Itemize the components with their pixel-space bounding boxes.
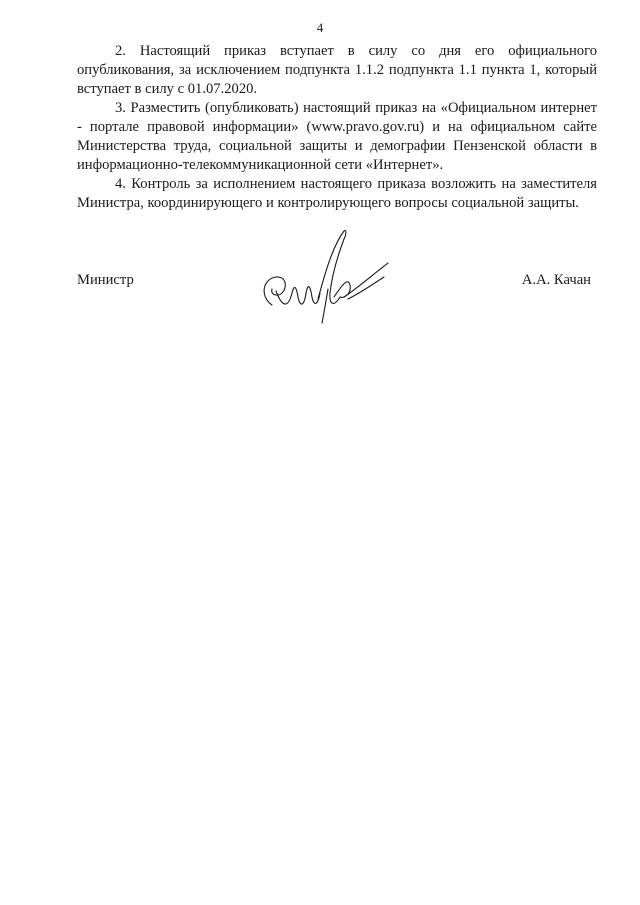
document-body [77, 42, 597, 213]
paragraph-3: 3. Разместить (опубликовать) настоящий приказ на «Официальном интернет - портале правовой информации» (www.pravo.gov.ru) и на официальном сайте Министерства труда, социальной защиты и демографии Пензенской области в информационно-телекоммуникационной сети «Интернет». [77, 100, 597, 173]
signature-block [77, 272, 597, 332]
paragraph-4: 4. Контроль за исполнением настоящего приказа возложить на заместителя Министра, координирующего и контролирующего вопросы социальной защиты. [77, 176, 597, 211]
paragraph-2: 2. Настоящий приказ вступает в силу со дня его официального опубликования, за исключением подпункта 1.1.2 подпункта 1.1 пункта 1, который вступает в силу с 01.07.2020. [77, 43, 597, 97]
signatory-title: Министр [77, 272, 134, 288]
signatory-name: А.А. Качан [521, 272, 591, 288]
page-number: 4 [316, 20, 324, 35]
handwritten-signature [252, 227, 392, 327]
